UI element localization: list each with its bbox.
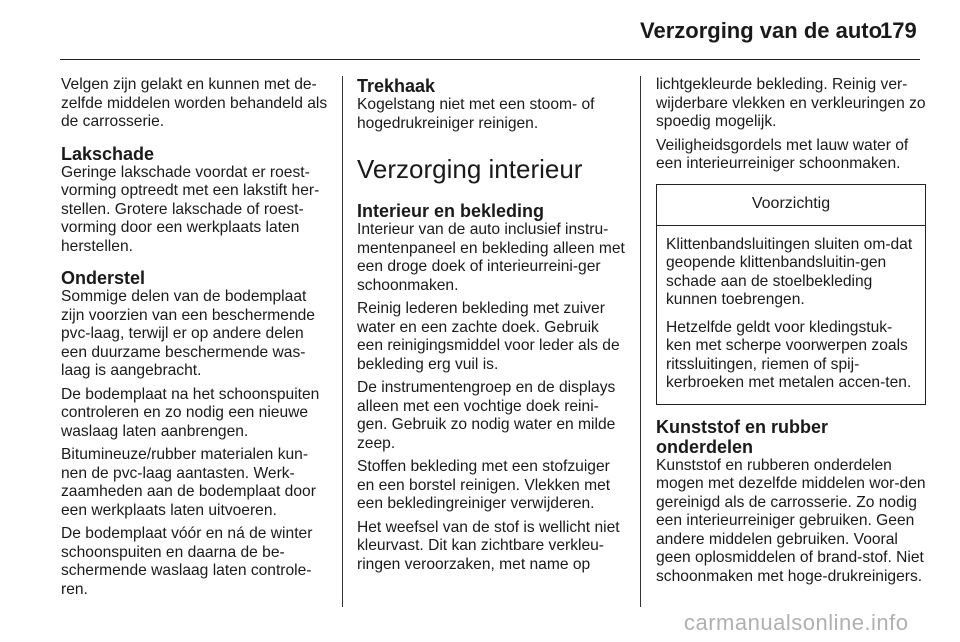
paragraph: Bitumineuze/rubber materialen kun-nen de pvc-laag aantasten. Werk-zaamheden aan de bodemplaat door een werkplaats laten uitvoeren. bbox=[61, 446, 316, 519]
page-header bbox=[0, 0, 960, 56]
paragraph: Veiligheidsgordels met lauw water of een interieurreiniger schoonmaken. bbox=[656, 136, 909, 172]
section-title-verzorging-interieur: Verzorging interieur bbox=[357, 154, 583, 184]
section-interieur bbox=[357, 201, 627, 574]
paragraph: Stoffen bekleding met een stofzuiger en een borstel reinigen. Vlekken met een bekledingreiniger verwijderen. bbox=[357, 458, 611, 512]
paragraph: De bodemplaat na het schoonspuiten controleren en zo nodig een nieuwe waslaag laten aanbrengen. bbox=[61, 385, 320, 440]
column-divider-2 bbox=[640, 76, 641, 607]
paragraph: Kunststof en rubberen onderdelen mogen met dezelfde middelen wor-den gereinigd als de carrosserie. Zo nodig een interieurreiniger gebruiken. Geen andere middelen gebruiken. Vooral geen oplosmiddelen of brand-stof. Niet schoonmaken met hoge-drukreinigers. bbox=[656, 456, 926, 585]
paragraph: Reinig lederen bekleding met zuiver water en een zachte doek. Gebruik een reinigingsmiddel voor leder als de bekleding erg vuil is. bbox=[357, 300, 620, 373]
column-1 bbox=[61, 76, 331, 604]
intro-paragraph: Velgen zijn gelakt en kunnen met de-zelfde middelen worden behandeld als de carrosserie. bbox=[61, 76, 328, 130]
caution-box bbox=[656, 184, 926, 405]
paragraph: De instrumentengroep en de displays alleen met een vochtige doek reini-gen. Gebruik zo nodig water en milde zeep. bbox=[357, 379, 616, 452]
paragraph: Kogelstang niet met een stoom- of hogedrukreiniger reinigen. bbox=[357, 96, 595, 132]
caution-paragraph: Hetzelfde geldt voor kledingstuk-ken met scherpe voorwerpen zoals ritssluitingen, riemen of spij-kerbroeken met metalen accen-ten. bbox=[666, 318, 912, 391]
column-3 bbox=[656, 76, 926, 591]
section-onderstel bbox=[61, 268, 331, 599]
header-title: Verzorging van de auto bbox=[640, 18, 883, 43]
heading-kunststof: Kunststof en rubber onderdelen bbox=[656, 416, 829, 457]
section-trekhaak bbox=[357, 76, 627, 133]
section-lakschade bbox=[61, 144, 331, 257]
paragraph: De bodemplaat vóór en ná de winter schoonspuiten en daarna de be-schermende waslaag laten controle-ren. bbox=[61, 525, 313, 598]
column-2 bbox=[357, 76, 627, 579]
paragraph: lichtgekleurde bekleding. Reinig ver-wijderbare vlekken en verkleuringen zo spoedig mogelijk. bbox=[656, 76, 926, 130]
watermark: carmanualsonline.info bbox=[684, 610, 909, 635]
heading-onderstel: Onderstel bbox=[61, 268, 146, 288]
paragraph: Het weefsel van de stof is wellicht niet kleurvast. Dit kan zichtbare verkleu-ringen veroorzaken, met name op bbox=[357, 518, 620, 573]
caution-paragraph: Klittenbandsluitingen sluiten om-dat geopende klittenbandsluitin-gen schade aan de stoelbekleding kunnen toebrengen. bbox=[666, 235, 913, 308]
column-divider-1 bbox=[342, 76, 343, 607]
page-number: 179 bbox=[880, 18, 917, 43]
caution-title: Voorzichtig bbox=[657, 185, 925, 226]
paragraph: Sommige delen van de bodemplaat zijn voorzien van een beschermende pvc-laag, terwijl er op andere delen een duurzame beschermende was-laag is aangebracht. bbox=[61, 288, 315, 379]
paragraph: Interieur van de auto inclusief instru-mentenpaneel en bekleding alleen met een droge doek of interieurreini-ger schoonmaken. bbox=[357, 221, 625, 294]
heading-lakschade: Lakschade bbox=[61, 143, 155, 164]
caution-body bbox=[657, 226, 925, 404]
section-kunststof bbox=[656, 417, 926, 587]
heading-trekhaak: Trekhaak bbox=[357, 76, 436, 96]
header-divider bbox=[60, 59, 920, 60]
paragraph: Geringe lakschade voordat er roest-vorming optreedt met een lakstift her-stellen. Grotere lakschade of roest-vorming door een werkplaats laten herstellen. bbox=[61, 163, 320, 255]
heading-interieur: Interieur en bekleding bbox=[357, 201, 545, 221]
